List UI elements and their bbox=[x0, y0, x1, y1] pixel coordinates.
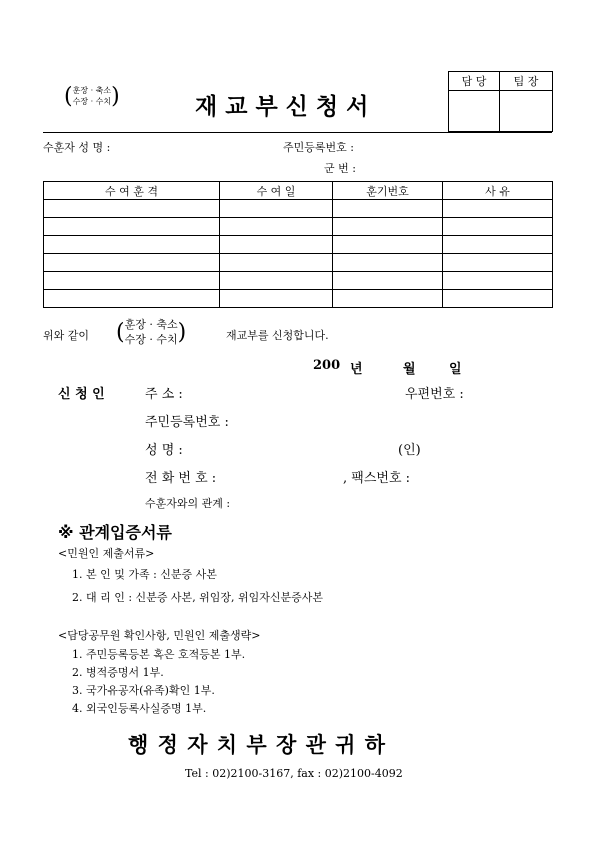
column-header-reason: 사 유 bbox=[443, 182, 553, 200]
table-cell[interactable] bbox=[443, 290, 553, 308]
approval-header-staff: 담 당 bbox=[449, 72, 500, 91]
date-year-prefix: 200 bbox=[313, 358, 341, 373]
header-divider bbox=[43, 132, 552, 133]
table-cell[interactable] bbox=[44, 290, 220, 308]
table-row bbox=[44, 218, 553, 236]
award-type-options bbox=[64, 86, 120, 108]
award-type-option-top: 훈장 · 축소 bbox=[72, 86, 112, 96]
list-item: 2. 대 리 인 : 신분증 사본, 위임장, 위임자신분증사본 bbox=[72, 591, 324, 604]
approval-header-team-leader: 팀 장 bbox=[500, 72, 553, 91]
table-row bbox=[44, 272, 553, 290]
statement-prefix: 위와 같이 bbox=[43, 329, 90, 342]
table-cell[interactable] bbox=[44, 272, 220, 290]
table-cell[interactable] bbox=[443, 236, 553, 254]
applicant-postal-code-label: 우편번호 : bbox=[405, 387, 464, 402]
column-header-award-grade: 수 여 훈 격 bbox=[44, 182, 220, 200]
list-item: 3. 국가유공자(유족)확인 1부. bbox=[72, 684, 215, 697]
table-cell[interactable] bbox=[333, 218, 443, 236]
statement-option-top: 훈장 · 축소 bbox=[124, 318, 178, 331]
table-cell[interactable] bbox=[220, 290, 333, 308]
date-day-label: 일 bbox=[449, 362, 462, 377]
table-cell[interactable] bbox=[220, 236, 333, 254]
date-year-label: 년 bbox=[350, 362, 363, 377]
table-cell[interactable] bbox=[220, 200, 333, 218]
applicant-address-label: 주 소 : bbox=[145, 387, 183, 402]
left-paren: ( bbox=[64, 84, 73, 109]
table-cell[interactable] bbox=[44, 236, 220, 254]
table-cell[interactable] bbox=[333, 200, 443, 218]
recipient-military-number-label: 군 번 : bbox=[324, 162, 356, 175]
column-header-certificate-number: 훈기번호 bbox=[333, 182, 443, 200]
table-cell[interactable] bbox=[220, 254, 333, 272]
applicant-fax-label: , 팩스번호 : bbox=[343, 471, 411, 486]
applicant-phone-label: 전 화 번 호 : bbox=[145, 471, 217, 486]
table-cell[interactable] bbox=[44, 254, 220, 272]
table-cell[interactable] bbox=[44, 200, 220, 218]
table-row bbox=[44, 200, 553, 218]
date-month-label: 월 bbox=[403, 362, 416, 377]
table-cell[interactable] bbox=[44, 218, 220, 236]
table-row bbox=[44, 254, 553, 272]
applicant-seal-mark: (인) bbox=[398, 443, 421, 458]
table-cell[interactable] bbox=[443, 254, 553, 272]
addressee-line: 행 정 자 치 부 장 관 귀 하 bbox=[128, 733, 387, 757]
table-cell[interactable] bbox=[443, 200, 553, 218]
list-item: 2. 병적증명서 1부. bbox=[72, 666, 164, 679]
award-records-table bbox=[43, 181, 553, 308]
recipient-name-label: 수훈자 성 명 : bbox=[43, 141, 111, 154]
page-title: 재 교 부 신 청 서 bbox=[195, 94, 369, 120]
contact-info: Tel : 02)2100-3167, fax : 02)2100-4092 bbox=[185, 767, 403, 780]
applicant-name-label: 성 명 : bbox=[145, 443, 183, 458]
table-cell[interactable] bbox=[443, 218, 553, 236]
statement-suffix: 재교부를 신청합니다. bbox=[226, 329, 329, 342]
approval-signature-staff[interactable] bbox=[449, 91, 500, 132]
table-cell[interactable] bbox=[333, 272, 443, 290]
applicant-label: 신 청 인 bbox=[58, 387, 105, 402]
left-paren: ( bbox=[116, 319, 125, 345]
table-cell[interactable] bbox=[333, 290, 443, 308]
right-paren: ) bbox=[111, 84, 120, 109]
statement-option-bottom: 수장 · 수치 bbox=[124, 332, 178, 346]
column-header-award-date: 수 여 일 bbox=[220, 182, 333, 200]
table-row bbox=[44, 290, 553, 308]
table-cell[interactable] bbox=[220, 272, 333, 290]
list-item: 4. 외국인등록사실증명 1부. bbox=[72, 702, 207, 715]
approval-signature-team-leader[interactable] bbox=[500, 91, 553, 132]
list-item: 1. 본 인 및 가족 : 신분증 사본 bbox=[72, 568, 217, 581]
civil-documents-header: <민원인 제출서류> bbox=[58, 547, 155, 560]
officer-check-header: <담당공무원 확인사항, 민원인 제출생략> bbox=[58, 629, 261, 642]
right-paren: ) bbox=[177, 319, 187, 345]
recipient-rrn-label: 주민등록번호 : bbox=[283, 141, 354, 154]
approval-box bbox=[448, 71, 553, 132]
table-header-row bbox=[44, 182, 553, 200]
applicant-relation-label: 수훈자와의 관계 : bbox=[145, 497, 231, 510]
award-type-option-bottom: 수장 · 수치 bbox=[72, 97, 112, 106]
list-item: 1. 주민등록등본 혹은 호적등본 1부. bbox=[72, 648, 246, 661]
statement-award-options bbox=[116, 318, 186, 348]
table-cell[interactable] bbox=[333, 236, 443, 254]
table-row bbox=[44, 236, 553, 254]
documents-section-title: ※ 관계입증서류 bbox=[58, 523, 172, 542]
table-cell[interactable] bbox=[443, 272, 553, 290]
table-cell[interactable] bbox=[220, 218, 333, 236]
applicant-rrn-label: 주민등록번호 : bbox=[145, 415, 229, 430]
table-cell[interactable] bbox=[333, 254, 443, 272]
